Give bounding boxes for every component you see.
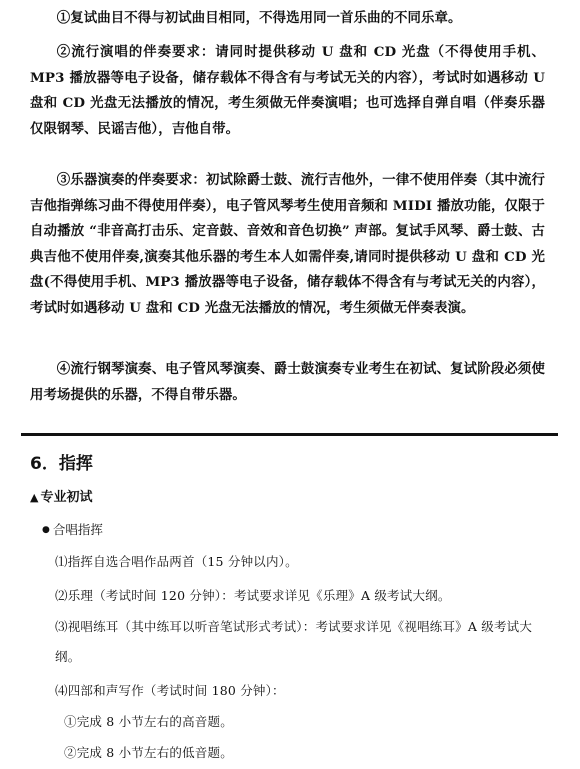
rule-paragraph-4: ④流行钢琴演奏、电子管风琴演奏、爵士鼓演奏专业考生在初试、复试阶段必须使用考场提供的乐器，不得自带乐器。 — [30, 361, 545, 403]
exam-subitem-1: ①完成 8 小节左右的高音题。 — [64, 714, 233, 729]
rule-paragraph-1: ①复试曲目不得与初试曲目相同，不得选用同一首乐曲的不同乐章。 — [56, 10, 462, 26]
subhead — [30, 487, 92, 509]
exam-subitem-2: ②完成 8 小节左右的低音题。 — [64, 745, 233, 760]
triangle-icon: ▲ — [30, 491, 39, 504]
exam-item-1: ⑴指挥自选合唱作品两首（15 分钟以内）。 — [55, 554, 298, 569]
exam-item-2: ⑵乐理（考试时间 120 分钟）：考试要求详见《乐理》A 级考试大纲。 — [55, 588, 451, 603]
exam-item-3: ⑶视唱练耳（其中练耳以听音笔试形式考试）：考试要求详见《视唱练耳》A 级考试大纲。 — [55, 619, 533, 664]
rule-paragraph-3: ③乐器演奏的伴奏要求：初试除爵士鼓、流行吉他外，一律不使用伴奏（其中流行吉他指弹练习曲不得使用伴奏），电子管风琴考生使用音频和 MIDI 播放功能，仅限于自动播放 “非音高打击乐、定音鼓、音效和音色切换” 声部。复试手风琴、爵士鼓、古典吉他不使用伴奏,演奏其他乐器的考生本人如需伴奏,请同时提供移动 U 盘和 CD 光盘(不得使用手机、MP3 播放器等电子设备，储存载体不得含有与考试无关的内容），考试时如遇移动 U 盘和 CD 光盘无法播放的情况，考生须做无伴奏表演。 — [30, 172, 545, 316]
section-title: 6．指挥 — [30, 454, 93, 474]
bullet-label: 合唱指挥 — [52, 522, 103, 537]
bullet-dot-icon: ● — [42, 525, 50, 535]
subhead-label: 专业初试 — [40, 490, 93, 505]
rule-paragraph-2: ②流行演唱的伴奏要求：请同时提供移动 U 盘和 CD 光盘（不得使用手机、MP3 播放器等电子设备，储存载体不得含有与考试无关的内容），考试时如遇移动 U 盘和 CD 光盘无法播放的情况，考生须做无伴奏演唱；也可选择自弹自唱（伴奏乐器仅限钢琴、民谣吉他），吉他自带。 — [30, 44, 545, 137]
exam-item-4: ⑷四部和声写作（考试时间 180 分钟）： — [55, 683, 285, 698]
section-divider — [21, 433, 558, 436]
bullet-heading — [42, 519, 103, 541]
